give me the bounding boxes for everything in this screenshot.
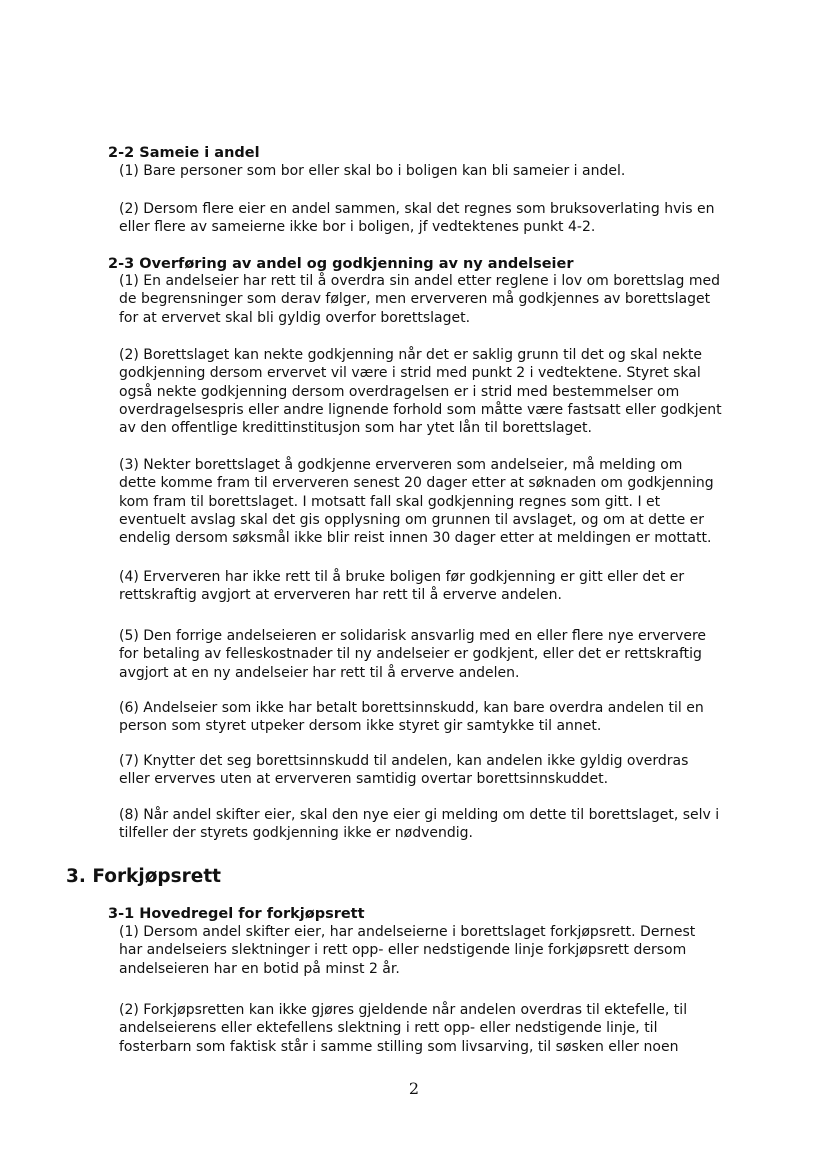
paragraph-2-3-7 bbox=[119, 752, 688, 789]
paragraph-2-3-1 bbox=[119, 272, 720, 327]
text-line: (2) Borettslaget kan nekte godkjenning når det er saklig grunn til det og skal nekte bbox=[119, 347, 702, 363]
text-line: rettskraftig avgjort at erververen har rett til å erverve andelen. bbox=[119, 587, 562, 604]
paragraph-2-3-4 bbox=[119, 568, 684, 605]
text-line: av den offentlige kredittinstitusjon som har ytet lån til borettslaget. bbox=[119, 420, 592, 437]
paragraph-3-1-1 bbox=[119, 923, 695, 978]
paragraph-2-2-2 bbox=[119, 200, 715, 237]
text-line: andelseierens eller ektefellens slektning i rett opp- eller nedstigende linje, til bbox=[119, 1020, 658, 1037]
text-line: eller erverves uten at erververen samtidig overtar borettsinnskuddet. bbox=[119, 771, 609, 788]
paragraph-3-1-2 bbox=[119, 1001, 687, 1056]
text-line: fosterbarn som faktisk står i samme stilling som livsarving, til søsken eller noen bbox=[119, 1038, 679, 1055]
paragraph-2-3-2 bbox=[119, 346, 722, 437]
text-line: andelseieren har en botid på minst 2 år. bbox=[119, 960, 400, 977]
text-line: (2) Forkjøpsretten kan ikke gjøres gjeldende når andelen overdras til ektefelle, til bbox=[119, 1002, 688, 1018]
heading-3-1: 3-1 Hovedregel for forkjøpsrett bbox=[108, 906, 365, 922]
text-line: (6) Andelseier som ikke har betalt borettsinnskudd, kan bare overdra andelen til en bbox=[119, 700, 704, 716]
text-line: (5) Den forrige andelseieren er solidarisk ansvarlig med en eller flere nye erververe bbox=[119, 628, 707, 644]
text-line: de begrensninger som derav følger, men erververen må godkjennes av borettslaget bbox=[119, 291, 711, 308]
paragraph-2-3-5 bbox=[119, 627, 706, 682]
heading-2-3: 2-3 Overføring av andel og godkjenning av ny andelseier bbox=[108, 256, 574, 272]
text-line: (7) Knytter det seg borettsinnskudd til andelen, kan andelen ikke gyldig overdras bbox=[119, 753, 689, 769]
text-line: (2) Dersom flere eier en andel sammen, skal det regnes som bruksoverlating hvis en bbox=[119, 201, 715, 217]
text-line: for at ervervet skal bli gyldig overfor borettslaget. bbox=[119, 309, 471, 326]
text-line: (4) Erververen har ikke rett til å bruke boligen før godkjenning er gitt eller det er bbox=[119, 569, 685, 585]
page-number: 2 bbox=[408, 1079, 420, 1098]
text-line: eller flere av sameierne ikke bor i boligen, jf vedtektenes punkt 4-2. bbox=[119, 219, 596, 236]
heading-2-2: 2-2 Sameie i andel bbox=[108, 145, 260, 161]
text-line: (1) En andelseier har rett til å overdra sin andel etter reglene i lov om borettslag med bbox=[119, 273, 720, 289]
text-line: (1) Bare personer som bor eller skal bo i boligen kan bli sameier i andel. bbox=[119, 163, 626, 179]
paragraph-2-2-1 bbox=[119, 162, 625, 180]
text-line: (3) Nekter borettslaget å godkjenne erververen som andelseier, må melding om bbox=[119, 457, 683, 473]
text-line: avgjort at en ny andelseier har rett til å erverve andelen. bbox=[119, 664, 520, 681]
text-line: for betaling av felleskostnader til ny andelseier er godkjent, eller det er rettskraftig bbox=[119, 646, 702, 663]
text-line: eventuelt avslag skal det gis opplysning om grunnen til avslaget, og om at dette er bbox=[119, 511, 705, 528]
text-line: tilfeller der styrets godkjenning ikke er nødvendig. bbox=[119, 825, 473, 842]
text-line: person som styret utpeker dersom ikke styret gir samtykke til annet. bbox=[119, 718, 602, 735]
heading-3: 3. Forkjøpsrett bbox=[66, 866, 222, 887]
text-line: kom fram til borettslaget. I motsatt fall skal godkjenning regnes som gitt. I et bbox=[119, 493, 661, 510]
text-line: har andelseiers slektninger i rett opp- eller nedstigende linje forkjøpsrett dersom bbox=[119, 942, 687, 959]
text-line: godkjenning dersom ervervet vil være i strid med punkt 2 i vedtektene. Styret skal bbox=[119, 365, 701, 382]
text-line: (8) Når andel skifter eier, skal den nye eier gi melding om dette til borettslaget, selv i bbox=[119, 807, 720, 823]
paragraph-2-3-3 bbox=[119, 456, 714, 547]
paragraph-2-3-6 bbox=[119, 699, 704, 736]
text-line: overdragelsespris eller andre lignende forhold som måtte være fastsatt eller godkjent bbox=[119, 401, 722, 418]
text-line: endelig dersom søksmål ikke blir reist innen 30 dager etter at meldingen er mottatt. bbox=[119, 530, 712, 547]
paragraph-2-3-8 bbox=[119, 806, 719, 843]
text-line: også nekte godkjenning dersom overdragelsen er i strid med bestemmelser om bbox=[119, 383, 680, 400]
text-line: dette komme fram til erververen senest 20 dager etter at søknaden om godkjenning bbox=[119, 475, 714, 492]
text-line: (1) Dersom andel skifter eier, har andelseierne i borettslaget forkjøpsrett. Dernest bbox=[119, 924, 696, 940]
